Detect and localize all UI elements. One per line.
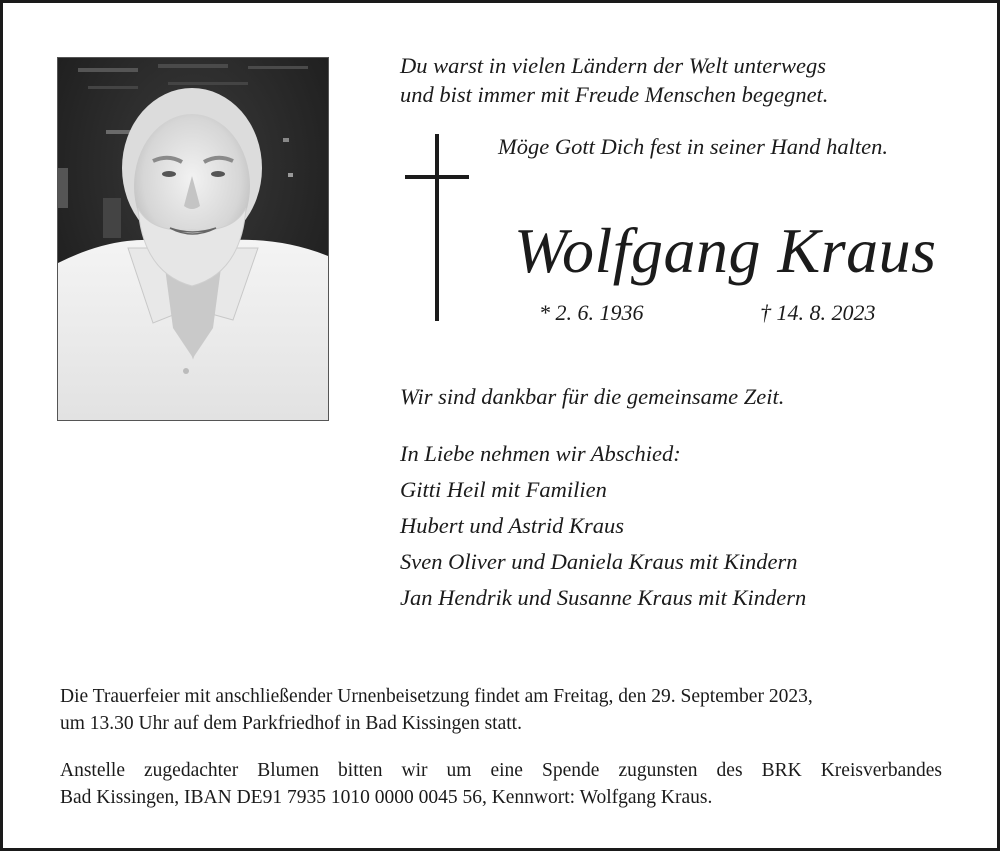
mourner-item: Hubert und Astrid Kraus [400, 513, 624, 538]
cross-icon [435, 134, 439, 321]
mourner-item: Gitti Heil mit Familien [400, 477, 607, 502]
cross-icon-bar [405, 175, 469, 179]
motto-line-1: Du warst in vielen Ländern der Welt unterwegs [400, 53, 827, 78]
prayer-text: Möge Gott Dich fest in seiner Hand halten. [498, 134, 888, 159]
thanks-text: Wir sind dankbar für die gemeinsame Zeit. [400, 384, 785, 409]
funeral-notice-line-1: Die Trauerfeier mit anschließender Urnenbeisetzung findet am Freitag, den 29. September 2023, [60, 686, 813, 707]
mourner-item: Sven Oliver und Daniela Kraus mit Kindern [400, 549, 798, 574]
portrait-image [58, 58, 328, 420]
funeral-notice [60, 683, 942, 737]
funeral-notice-line-2: um 13.30 Uhr auf dem Parkfriedhof in Bad Kissingen statt. [60, 713, 522, 734]
donation-notice-line-1: Anstelle zugedachter Blumen bitten wir um eine Spende zugunsten des BRK Kreisverbandes [60, 760, 942, 781]
obituary-card [3, 3, 997, 848]
mourners-intro: In Liebe nehmen wir Abschied: [400, 441, 681, 466]
mourner-item: Jan Hendrik und Susanne Kraus mit Kindern [400, 585, 807, 610]
motto-line-2: und bist immer mit Freude Menschen begegnet. [400, 82, 829, 107]
portrait-photo [57, 57, 329, 421]
birth-date: * 2. 6. 1936 [539, 300, 644, 325]
mourners-list [400, 436, 806, 616]
death-date: † 14. 8. 2023 [760, 300, 876, 325]
deceased-name: Wolfgang Kraus [514, 215, 937, 286]
donation-notice [60, 757, 942, 811]
donation-notice-line-2: Bad Kissingen, IBAN DE91 7935 1010 0000 0045 56, Kennwort: Wolfgang Kraus. [60, 787, 713, 808]
